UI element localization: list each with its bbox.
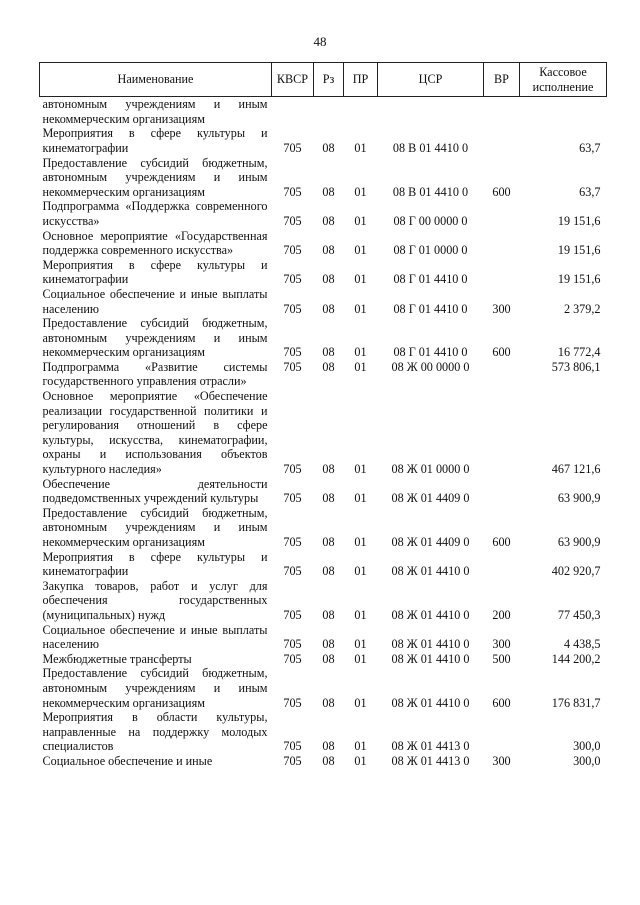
cell-vr — [484, 229, 520, 258]
budget-table — [39, 62, 607, 769]
header-csr: ЦСР — [378, 63, 484, 97]
cell-pr: 01 — [354, 272, 367, 287]
cell-name: Подпрограмма «Развитие системы государственного управления отрасли» — [42, 359, 268, 389]
cell-kvsr: 705 — [283, 651, 302, 666]
page-number: 48 — [313, 34, 327, 49]
table-row — [40, 316, 607, 360]
header-amount: Кассовое исполнение — [520, 63, 607, 97]
table-row — [40, 623, 607, 652]
cell-name: Предоставление субсидий бюджетным, автономным учреждениям и иным некоммерческим организациям — [42, 155, 268, 199]
cell-csr: 08 Ж 01 4410 0 — [391, 637, 470, 652]
table-row — [40, 97, 607, 127]
cell-vr: 600 — [492, 535, 511, 549]
cell-pr: 01 — [354, 607, 367, 622]
cell-kvsr: 705 — [283, 695, 302, 710]
cell-vr: 200 — [492, 607, 511, 622]
cell-kvsr: 705 — [283, 345, 302, 360]
cell-vr — [484, 360, 520, 389]
cell-kvsr — [272, 97, 314, 127]
cell-vr — [484, 389, 520, 477]
table-row — [40, 360, 607, 389]
cell-amount: 2 379,2 — [563, 301, 601, 316]
cell-vr — [484, 477, 520, 506]
cell-pr: 01 — [354, 535, 367, 549]
cell-name: Мероприятия в сфере культуры и кинематографии — [42, 257, 268, 287]
cell-csr: 08 Ж 01 4413 0 — [391, 739, 470, 754]
cell-amount: 63,7 — [579, 140, 601, 155]
cell-amount: 4 438,5 — [563, 637, 601, 652]
cell-rz: 08 — [322, 535, 335, 549]
header-vr: ВР — [484, 63, 520, 97]
cell-rz: 08 — [322, 695, 335, 710]
cell-pr — [344, 97, 378, 127]
cell-amount: 176 831,7 — [551, 695, 601, 710]
cell-vr — [484, 550, 520, 579]
cell-name: Межбюджетные трансферты — [42, 651, 192, 666]
cell-vr — [484, 710, 520, 754]
cell-name: Социальное обеспечение и иные — [42, 753, 213, 768]
table-row — [40, 229, 607, 258]
cell-pr: 01 — [354, 462, 367, 477]
cell-rz: 08 — [322, 140, 335, 155]
cell-pr: 01 — [354, 491, 367, 506]
table-row — [40, 156, 607, 200]
table-row — [40, 199, 607, 228]
cell-kvsr: 705 — [283, 535, 302, 549]
table-row — [40, 506, 607, 550]
cell-pr: 01 — [354, 345, 367, 360]
cell-rz: 08 — [322, 564, 335, 579]
cell-kvsr: 705 — [283, 359, 302, 374]
cell-amount: 63 900,9 — [557, 491, 601, 506]
cell-name: Мероприятия в сфере культуры и кинематографии — [42, 549, 268, 579]
cell-amount: 573 806,1 — [551, 359, 601, 374]
cell-kvsr: 705 — [283, 243, 302, 258]
table-row — [40, 666, 607, 710]
cell-csr: 08 Г 01 4410 0 — [393, 301, 468, 316]
cell-pr: 01 — [354, 184, 367, 199]
cell-kvsr: 705 — [283, 184, 302, 199]
table-row — [40, 126, 607, 155]
table-row — [40, 652, 607, 667]
cell-vr — [484, 126, 520, 155]
cell-csr: 08 Ж 01 0000 0 — [391, 462, 470, 477]
cell-rz: 08 — [322, 243, 335, 258]
cell-amount: 77 450,3 — [557, 607, 601, 622]
cell-name: Обеспечение деятельности подведомственных учреждений культуры — [42, 476, 268, 506]
table-header-row — [40, 63, 607, 97]
cell-rz: 08 — [322, 607, 335, 622]
cell-kvsr: 705 — [283, 272, 302, 287]
table-body — [40, 97, 607, 769]
cell-csr: 08 Ж 00 0000 0 — [391, 359, 470, 374]
cell-amount: 300,0 — [573, 739, 601, 754]
header-pr: ПР — [344, 63, 378, 97]
table-row — [40, 579, 607, 623]
cell-amount — [520, 97, 607, 127]
cell-rz: 08 — [322, 739, 335, 754]
cell-rz: 08 — [322, 651, 335, 666]
cell-csr: 08 Ж 01 4409 0 — [391, 535, 470, 549]
cell-rz: 08 — [322, 359, 335, 374]
cell-rz — [314, 97, 344, 127]
table-row — [40, 389, 607, 477]
cell-csr: 08 Ж 01 4410 0 — [391, 607, 470, 622]
cell-rz: 08 — [322, 345, 335, 360]
cell-pr: 01 — [354, 301, 367, 316]
cell-pr: 01 — [354, 651, 367, 666]
cell-pr: 01 — [354, 564, 367, 579]
cell-rz: 08 — [322, 753, 335, 768]
cell-name: Предоставление субсидий бюджетным, автономным учреждениям и иным некоммерческим организациям — [42, 316, 268, 360]
table-row — [40, 710, 607, 754]
header-kvsr: КВСР — [272, 63, 314, 97]
cell-amount: 63,7 — [579, 184, 601, 199]
cell-name: Социальное обеспечение и иные выплаты населению — [42, 286, 268, 316]
cell-amount: 144 200,2 — [551, 651, 601, 666]
cell-vr: 300 — [492, 753, 511, 768]
cell-pr: 01 — [354, 140, 367, 155]
cell-amount: 19 151,6 — [557, 272, 601, 287]
cell-rz: 08 — [322, 213, 335, 228]
cell-pr: 01 — [354, 213, 367, 228]
cell-name: Основное мероприятие «Обеспечение реализации государственной политики и регулирования отношений в сфере культуры, искусства, кинематографии, охраны и использования объектов культурного наследия» — [42, 389, 268, 477]
cell-kvsr: 705 — [283, 753, 302, 768]
cell-name: Предоставление субсидий бюджетным, автономным учреждениям и иным некоммерческим организациям — [42, 505, 268, 549]
cell-pr: 01 — [354, 243, 367, 258]
cell-vr: 300 — [492, 637, 511, 652]
cell-amount: 19 151,6 — [557, 213, 601, 228]
cell-name: автономным учреждениям и иным некоммерческим организациям — [42, 97, 268, 126]
cell-rz: 08 — [322, 462, 335, 477]
cell-vr — [484, 258, 520, 287]
table-row — [40, 550, 607, 579]
table-row — [40, 258, 607, 287]
cell-kvsr: 705 — [283, 301, 302, 316]
cell-pr: 01 — [354, 359, 367, 374]
cell-name: Социальное обеспечение и иные выплаты населению — [42, 622, 268, 652]
cell-vr: 300 — [492, 301, 511, 316]
cell-kvsr: 705 — [283, 462, 302, 477]
cell-name: Подпрограмма «Поддержка современного искусства» — [42, 199, 268, 228]
cell-csr: 08 Г 01 4410 0 — [393, 272, 468, 287]
cell-name: Мероприятия в сфере культуры и кинематографии — [42, 126, 268, 155]
cell-csr: 08 Ж 01 4410 0 — [391, 564, 470, 579]
cell-vr — [484, 97, 520, 127]
cell-csr: 08 В 01 4410 0 — [392, 140, 469, 155]
cell-vr: 600 — [492, 184, 511, 199]
cell-vr — [484, 199, 520, 228]
cell-csr: 08 Ж 01 4410 0 — [391, 651, 470, 666]
header-name: Наименование — [40, 63, 272, 97]
cell-pr: 01 — [354, 753, 367, 768]
cell-csr: 08 В 01 4410 0 — [392, 184, 469, 199]
cell-name: Предоставление субсидий бюджетным, автономным учреждениям и иным некоммерческим организациям — [42, 666, 268, 710]
cell-kvsr: 705 — [283, 637, 302, 652]
cell-vr: 500 — [492, 651, 511, 666]
cell-vr: 600 — [492, 345, 511, 360]
cell-name: Основное мероприятие «Государственная поддержка современного искусства» — [42, 228, 268, 258]
cell-kvsr: 705 — [283, 491, 302, 506]
cell-amount: 467 121,6 — [551, 462, 601, 477]
cell-amount: 19 151,6 — [557, 243, 601, 258]
header-rz: Рз — [314, 63, 344, 97]
cell-rz: 08 — [322, 184, 335, 199]
cell-rz: 08 — [322, 637, 335, 652]
cell-amount: 300,0 — [573, 753, 601, 768]
cell-csr: 08 Г 01 0000 0 — [393, 243, 468, 258]
cell-pr: 01 — [354, 695, 367, 710]
cell-kvsr: 705 — [283, 739, 302, 754]
cell-rz: 08 — [322, 491, 335, 506]
cell-pr: 01 — [354, 739, 367, 754]
cell-rz: 08 — [322, 301, 335, 316]
cell-amount: 402 920,7 — [551, 564, 601, 579]
cell-csr: 08 Ж 01 4413 0 — [391, 753, 470, 768]
cell-csr: 08 Г 00 0000 0 — [393, 213, 468, 228]
cell-name: Мероприятия в области культуры, направленные на поддержку молодых специалистов — [42, 710, 268, 754]
table-row — [40, 477, 607, 506]
cell-amount: 16 772,4 — [557, 345, 601, 360]
cell-csr: 08 Ж 01 4410 0 — [391, 695, 470, 710]
cell-kvsr: 705 — [283, 140, 302, 155]
cell-name: Закупка товаров, работ и услуг для обеспечения государственных (муниципальных) нужд — [42, 578, 268, 622]
cell-rz: 08 — [322, 272, 335, 287]
table-row — [40, 287, 607, 316]
cell-kvsr: 705 — [283, 564, 302, 579]
cell-kvsr: 705 — [283, 607, 302, 622]
cell-vr: 600 — [492, 695, 511, 710]
cell-csr: 08 Ж 01 4409 0 — [391, 491, 470, 506]
cell-amount: 63 900,9 — [557, 535, 601, 549]
cell-csr — [378, 97, 484, 127]
cell-pr: 01 — [354, 637, 367, 652]
cell-csr: 08 Г 01 4410 0 — [393, 345, 468, 360]
table-row — [40, 754, 607, 769]
cell-kvsr: 705 — [283, 213, 302, 228]
